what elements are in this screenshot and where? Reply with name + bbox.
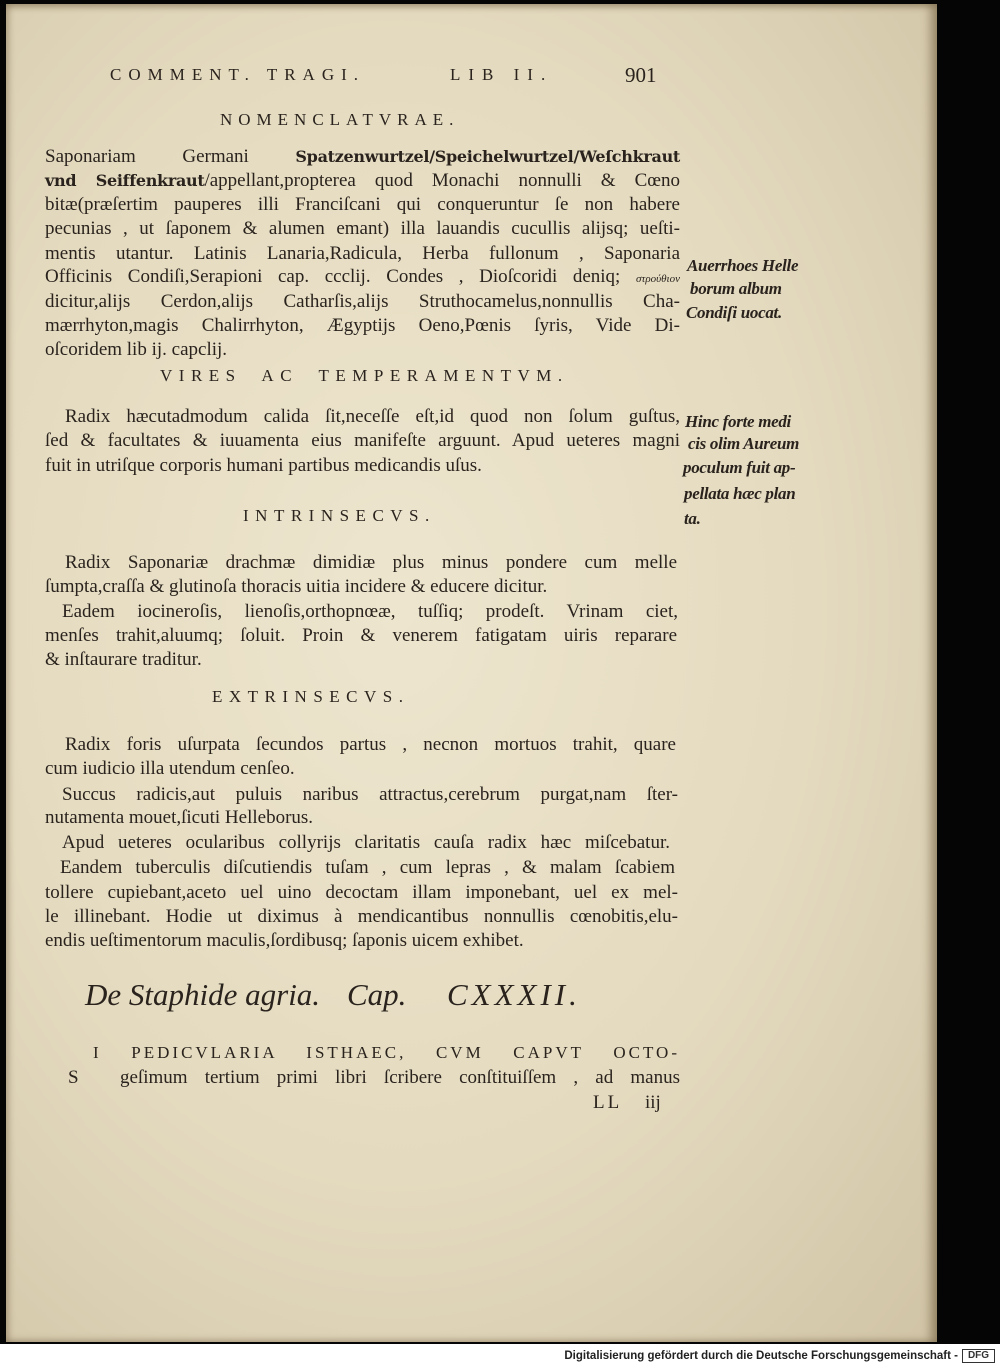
intrinsecus-line-5: & inſtaurare traditur.	[45, 649, 202, 670]
margin-note-line: ta.	[684, 509, 701, 528]
signature-mark: LL	[593, 1092, 623, 1113]
latin-text: Saponariam Germani	[45, 146, 296, 167]
german-blackletter-text: Spatzenwurtzel/Speichelwurtzel/Weſchkraut	[295, 147, 680, 166]
nomenclaturae-line-6	[45, 265, 680, 291]
heading-extrinsecus: EXTRINSECVS.	[212, 687, 410, 706]
margin-note-line: borum album	[690, 279, 782, 298]
side-letter: S	[68, 1067, 79, 1088]
digitization-footer	[0, 1344, 1000, 1368]
heading-vires: VIRES AC TEMPERAMENTVM.	[160, 366, 569, 385]
margin-note-line: pellata hæc plan	[684, 484, 796, 503]
nomenclaturae-line-4: pecunias , ut ſaponem & alumen emant) illa lauandis cucullis alijsq; ueſti-	[45, 218, 680, 239]
margin-note-line: poculum fuit ap-	[683, 458, 796, 477]
german-blackletter-text: vnd Seiffenkraut	[45, 171, 205, 190]
heading-nomenclaturae: NOMENCLATVRAE.	[220, 110, 460, 129]
extrinsecus-line-5: Apud ueteres ocularibus collyrijs claritatis cauſa radix hæc miſcebatur.	[62, 832, 670, 853]
opening-line-1: I PEDICVLARIA ISTHAEC, CVM CAPVT OCTO-	[93, 1043, 680, 1062]
running-title: COMMENT. TRAGI.	[110, 65, 366, 84]
nomenclaturae-line-7: dicitur,alijs Cerdon,alijs Catharſis,alijs Struthocamelus,nonnullis Cha-	[45, 291, 680, 312]
latin-text: /appellant,propterea quod Monachi nonnulli & Cœno	[204, 170, 680, 191]
nomenclaturae-line-9: oſcoridem lib ij. capclij.	[45, 339, 228, 360]
margin-note-line: Auerrhoes Helle	[687, 256, 799, 275]
extrinsecus-line-6: Eandem tuberculis diſcutiendis tuſam , cum lepras , & malam ſcabiem	[60, 857, 675, 878]
nomenclaturae-line-8: mærrhyton,magis Chalirrhyton, Ægyptijs Oeno,Pœnis ſyris, Vide Di-	[45, 315, 680, 336]
margin-note-line: cis olim Aureum	[688, 434, 800, 453]
extrinsecus-line-8: le illinebant. Hodie ut diximus à mendicantibus nonnullis cœnobitis,elu-	[45, 906, 678, 927]
dfg-logo: DFG	[962, 1349, 995, 1363]
extrinsecus-line-1: Radix foris uſurpata ſecundos partus , necnon mortuos trahit, quare	[65, 734, 676, 755]
signature-number: iij	[645, 1092, 661, 1113]
intrinsecus-line-4: menſes trahit,aluumq; ſoluit. Proin & venerem fatigatam uiris reparare	[45, 625, 677, 646]
nomenclaturae-line-1	[45, 145, 680, 169]
opening-line-2: geſimum tertium primi libri ſcribere conſtituiſſem , ad manus	[120, 1067, 680, 1088]
vires-line-1: Radix hæcutadmodum calida ſit,neceſſe eſt,id quod non ſolum guſtus,	[65, 406, 680, 427]
chapter-number: CXXXII.	[447, 977, 581, 1012]
margin-note-line: Condiſi uocat.	[686, 303, 782, 322]
vires-line-2: ſed & facultates & iuuamenta eius manifeſte arguunt. Apud ueteres magni	[45, 430, 680, 451]
running-book: LIB II.	[450, 65, 554, 84]
extrinsecus-line-4: nutamenta mouet,ſicuti Helleborus.	[45, 807, 314, 828]
extrinsecus-line-2: cum iudicio illa utendum cenſeo.	[45, 758, 295, 779]
intrinsecus-line-2: ſumpta,craſſa & glutinoſa thoracis uitia incidere & educere dicitur.	[45, 576, 548, 597]
vires-line-3: fuit in utriſque corporis humani partibus medicandis uſus.	[45, 455, 482, 476]
intrinsecus-line-3: Eadem iocineroſis, lienoſis,orthopnœæ, tuſſiq; prodeſt. Vrinam ciet,	[62, 601, 678, 622]
nomenclaturae-line-3: bitæ(præſertim pauperes illi Franciſcani qui conqueruntur ſe non habere	[45, 194, 680, 215]
page-number: 901	[625, 63, 657, 87]
extrinsecus-line-7: tollere cupiebant,aceto uel uino decoctam illam imponebant, uel ex mel-	[45, 882, 678, 903]
extrinsecus-line-3: Succus radicis,aut puluis naribus attractus,cerebrum purgat,nam ſter-	[62, 784, 678, 805]
funding-credit: Digitalisierung gefördert durch die Deutsche Forschungsgemeinschaft -	[564, 1350, 958, 1362]
extrinsecus-line-9: endis ueſtimentorum maculis,ſordibusq; ſaponis uicem exhibet.	[45, 930, 524, 951]
chapter-title: De Staphide agria.	[85, 977, 321, 1012]
nomenclaturae-line-2	[45, 169, 680, 193]
nomenclaturae-line-5: mentis utantur. Latinis Lanaria,Radicula, Herba fullonum , Saponaria	[45, 243, 680, 264]
intrinsecus-line-1: Radix Saponariæ drachmæ dimidiæ plus minus pondere cum melle	[65, 552, 677, 573]
chapter-cap-label: Cap.	[347, 977, 407, 1012]
margin-note-line: Hinc forte medi	[685, 412, 791, 431]
greek-text: στρούθιον	[635, 273, 680, 285]
heading-intrinsecus: INTRINSECVS.	[243, 506, 436, 525]
latin-text: Officinis Condiſi,Serapioni cap. ccclij. Condes , Dioſcoridi deniq;	[45, 266, 636, 287]
